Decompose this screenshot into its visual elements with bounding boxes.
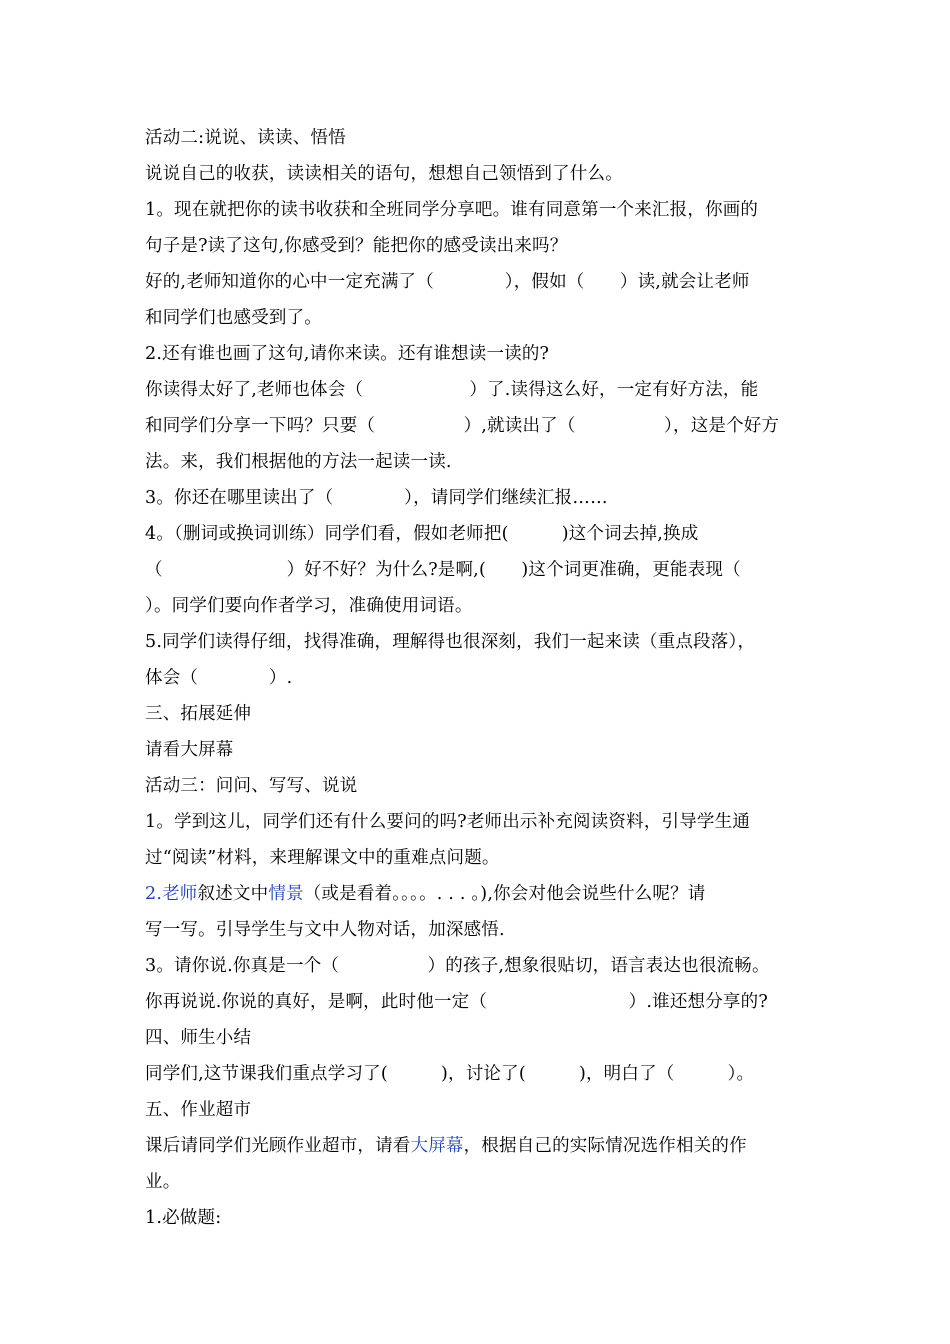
text-line-18 [145, 768, 810, 804]
text-segment: 五、作业超市 [145, 1100, 252, 1120]
text-segment: 3。请你说.你真是一个（ ）的孩子,想象很贴切，语言表达也很流畅。 [145, 956, 770, 976]
text-segment: ）。同学们要向作者学习，准确使用词语。 [145, 596, 473, 616]
text-segment: 句子是?读了这句,你感受到？能把你的感受读出来吗？ [145, 236, 568, 256]
text-segment: 和同学们也感受到了。 [145, 308, 322, 328]
text-segment: ，根据自己的实际情况选作相关的作 [463, 1136, 747, 1156]
text-line-25 [145, 1020, 810, 1056]
text-line-2 [145, 192, 810, 228]
text-segment: 体会（ ）. [145, 668, 293, 688]
text-segment: 你再说说.你说的真好，是啊，此时他一定（ ）.谁还想分享的? [145, 992, 768, 1012]
text-line-26 [145, 1056, 810, 1092]
document-body [145, 120, 810, 1236]
text-line-17 [145, 732, 810, 768]
text-segment: 写一写。引导学生与文中人物对话，加深感悟. [145, 920, 505, 940]
highlighted-text: 老师 [162, 884, 198, 904]
text-segment: 4。（删词或换词训练）同学们看，假如老师把( )这个词去掉,换成 [145, 524, 699, 544]
text-segment: 三、拓展延伸 [145, 704, 252, 724]
text-segment: 活动三：问问、写写、说说 [145, 776, 358, 796]
text-line-0 [145, 120, 810, 156]
text-line-27 [145, 1092, 810, 1128]
text-segment: 业。 [145, 1172, 181, 1192]
text-segment: 过“阅读”材料，来理解课文中的重难点问题。 [145, 848, 500, 868]
text-line-16 [145, 696, 810, 732]
text-line-12 [145, 552, 810, 588]
text-line-23 [145, 948, 810, 984]
highlighted-text: 情景 [268, 884, 304, 904]
text-line-13 [145, 588, 810, 624]
text-line-15 [145, 660, 810, 696]
text-segment: 说说自己的收获，读读相关的语句，想想自己领悟到了什么。 [145, 164, 623, 184]
text-line-8 [145, 408, 810, 444]
text-segment: 你读得太好了,老师也体会（ ）了.读得这么好，一定有好方法，能 [145, 380, 759, 400]
text-segment: 3。你还在哪里读出了（ ），请同学们继续汇报…… [145, 488, 608, 508]
highlighted-text: 2. [145, 884, 163, 904]
highlighted-text: 大屏幕 [410, 1136, 464, 1156]
text-segment: （ ）好不好？为什么?是啊,( )这个词更准确，更能表现（ [145, 560, 741, 580]
text-line-11 [145, 516, 810, 552]
text-segment: 活动二:说说、读读、悟悟 [145, 128, 346, 148]
text-line-1 [145, 156, 810, 192]
text-segment: 5.同学们读得仔细，找得准确，理解得也很深刻，我们一起来读（重点段落）， [145, 632, 756, 652]
text-line-20 [145, 840, 810, 876]
text-line-10 [145, 480, 810, 516]
text-segment: （或是看着。。。。. . . 。),你会对他会说些什么呢？请 [303, 884, 706, 904]
text-segment: 请看大屏幕 [145, 740, 234, 760]
text-segment: 和同学们分享一下吗？只要（ ）,就读出了（ ），这是个好方 [145, 416, 780, 436]
text-segment: 1.必做题: [145, 1208, 222, 1228]
text-line-3 [145, 228, 810, 264]
text-segment: 法。来，我们根据他的方法一起读一读. [145, 452, 452, 472]
text-line-14 [145, 624, 810, 660]
text-line-22 [145, 912, 810, 948]
text-line-29 [145, 1164, 810, 1200]
text-segment: 叙述文中 [197, 884, 269, 904]
text-segment: 2.还有谁也画了这句,请你来读。还有谁想读一读的? [145, 344, 550, 364]
text-segment: 课后请同学们光顾作业超市，请看 [145, 1136, 411, 1156]
text-segment: 同学们,这节课我们重点学习了( )，讨论了( )，明白了（ ）。 [145, 1064, 755, 1084]
text-line-7 [145, 372, 810, 408]
text-line-5 [145, 300, 810, 336]
text-segment: 1。学到这儿，同学们还有什么要问的吗?老师出示补充阅读资料，引导学生通 [145, 812, 751, 832]
text-line-21 [145, 876, 810, 912]
text-line-19 [145, 804, 810, 840]
text-segment: 好的,老师知道你的心中一定充满了（ ），假如（ ）读,就会让老师 [145, 272, 750, 292]
text-line-24 [145, 984, 810, 1020]
text-line-30 [145, 1200, 810, 1236]
text-segment: 四、师生小结 [145, 1028, 252, 1048]
text-line-9 [145, 444, 810, 480]
text-segment: 1。现在就把你的读书收获和全班同学分享吧。谁有同意第一个来汇报，你画的 [145, 200, 759, 220]
text-line-4 [145, 264, 810, 300]
text-line-28 [145, 1128, 810, 1164]
text-line-6 [145, 336, 810, 372]
